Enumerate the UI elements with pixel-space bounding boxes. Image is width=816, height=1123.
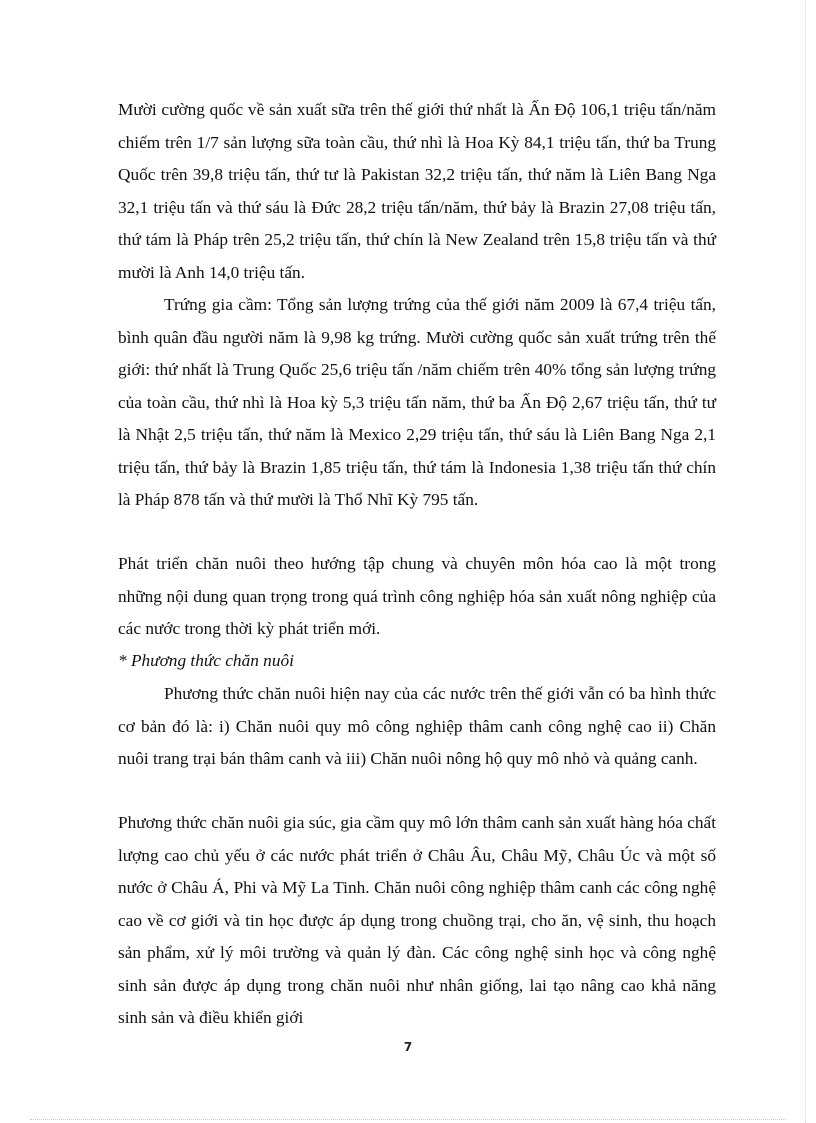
paragraph-egg-production: Trứng gia cầm: Tổng sản lượng trứng của thế giới năm 2009 là 67,4 triệu tấn, bình quân đầu người năm là 9,98 kg trứng. Mười cường quốc sản xuất trứng trên thế giới: thứ nhất là Trung Quốc 25,6 triệu tấn /năm chiếm trên 40% tổng sản lượng trứng của toàn cầu, thứ nhì là Hoa kỳ 5,3 triệu tấn năm, thứ ba Ấn Độ 2,67 triệu tấn, thứ tư là Nhật 2,5 triệu tấn, thứ năm là Mexico 2,29 triệu tấn, thứ sáu là Liên Bang Nga 2,1 triệu tấn, thứ bảy là Brazin 1,85 triệu tấn, thứ tám là Indonesia 1,38 triệu tấn thứ chín là Pháp 878 tấn và thứ mười là Thổ Nhĩ Kỳ 795 tấn. <box>118 295 716 509</box>
paragraph-milk-production: Mười cường quốc về sản xuất sữa trên thế giới thứ nhất là Ấn Độ 106,1 triệu tấn/năm chiếm trên 1/7 sản lượng sữa toàn cầu, thứ nhì là Hoa Kỳ 84,1 triệu tấn, thứ ba Trung Quốc trên 39,8 triệu tấn, thứ tư là Pakistan 32,2 triệu tấn, thứ năm là Liên Bang Nga 32,1 triệu tấn và thứ sáu là Đức 28,2 triệu tấn/năm, thứ bảy là Brazin 27,08 triệu tấn, thứ tám là Pháp trên 25,2 triệu tấn, thứ chín là New Zealand trên 15,8 triệu tấn và thứ mười là Anh 14,0 triệu tấn. <box>118 100 716 282</box>
page-right-border <box>805 0 806 1123</box>
paragraph-intensive-farming: Phương thức chăn nuôi gia súc, gia cầm quy mô lớn thâm canh sản xuất hàng hóa chất lượng cao chủ yếu ở các nước phát triển ở Châu Âu, Châu Mỹ, Châu Úc và một số nước ở Châu Á, Phi và Mỹ La Tinh. Chăn nuôi công nghiệp thâm canh các công nghệ cao về cơ giới và tin học được áp dụng trong chuồng trại, cho ăn, vệ sinh, thu hoạch sản phẩm, xử lý môi trường và quản lý đàn. Các công nghệ sinh học và công nghệ sinh sản được áp dụng trong chăn nuôi như nhân giống, lai tạo nâng cao khả năng sinh sản và điều khiển giới <box>118 813 716 1027</box>
section-heading-farming-methods: * Phương thức chăn nuôi <box>118 651 294 670</box>
page-bottom-border <box>30 1119 786 1120</box>
paragraph-livestock-development: Phát triển chăn nuôi theo hướng tập chung và chuyên môn hóa cao là một trong những nội dung quan trọng trong quá trình công nghiệp hóa sản xuất nông nghiệp của các nước trong thời kỳ phát triển mới. <box>118 554 716 638</box>
paragraph-farming-methods-overview: Phương thức chăn nuôi hiện nay của các nước trên thế giới vẫn có ba hình thức cơ bản đó là: i) Chăn nuôi quy mô công nghiệp thâm canh công nghệ cao ii) Chăn nuôi trang trại bán thâm canh và iii) Chăn nuôi nông hộ quy mô nhỏ và quảng canh. <box>118 684 716 768</box>
page-number: 7 <box>403 1040 413 1054</box>
